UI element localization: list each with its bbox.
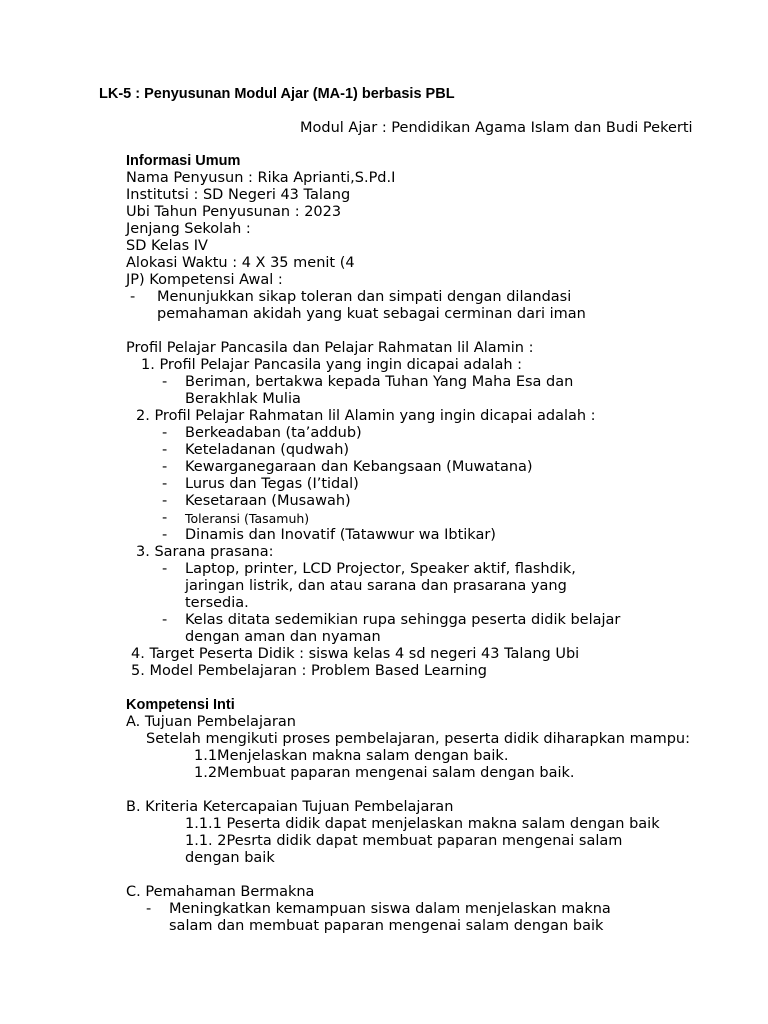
- bullet-dash: -: [146, 901, 152, 917]
- sub-item: dengan aman dan nyaman: [185, 629, 381, 645]
- kriteria-item: 1.1.1 Peserta didik dapat menjelaskan makna salam dengan baik: [185, 816, 660, 832]
- info-line: Institutsi : SD Negeri 43 Talang: [126, 187, 351, 203]
- sub-item: Lurus dan Tegas (I’tidal): [185, 476, 359, 492]
- sub-item: Toleransi (Tasamuh): [185, 511, 310, 526]
- tujuan-item: 1.1Menjelaskan makna salam dengan baik.: [194, 748, 509, 764]
- kriteria-item: 1.1. 2Pesrta didik dapat membuat paparan mengenai salam: [185, 833, 623, 849]
- bullet-dash: -: [162, 510, 168, 526]
- bullet-dash: -: [162, 493, 168, 509]
- bullet-dash: -: [162, 561, 168, 577]
- list-item: 3. Sarana prasana:: [136, 544, 274, 560]
- sub-item: tersedia.: [185, 595, 249, 611]
- profil-heading: Profil Pelajar Pancasila dan Pelajar Rahmatan lil Alamin :: [126, 340, 534, 356]
- sub-item: Berkeadaban (ta’addub): [185, 425, 362, 441]
- sub-item: Kewarganegaraan dan Kebangsaan (Muwatana): [185, 459, 533, 475]
- section-heading-b: B. Kriteria Ketercapaian Tujuan Pembelajaran: [126, 799, 454, 815]
- info-line: Ubi Tahun Penyusunan : 2023: [126, 204, 342, 220]
- sub-item: Berakhlak Mulia: [185, 391, 301, 407]
- sub-item: Kelas ditata sedemikian rupa sehingga peserta didik belajar: [185, 612, 621, 628]
- bullet-dash: -: [162, 425, 168, 441]
- kompetensi-awal-line: pemahaman akidah yang kuat sebagai cerminan dari iman: [157, 306, 586, 322]
- ki-heading: Kompetensi Inti: [126, 697, 235, 713]
- sub-item: Laptop, printer, LCD Projector, Speaker aktif, flashdik,: [185, 561, 576, 577]
- bullet-dash: -: [130, 289, 136, 305]
- list-item: 5. Model Pembelajaran : Problem Based Learning: [131, 663, 487, 679]
- bullet-dash: -: [162, 476, 168, 492]
- tujuan-intro: Setelah mengikuti proses pembelajaran, peserta didik diharapkan mampu:: [146, 731, 691, 747]
- document-title: LK-5 : Penyusunan Modul Ajar (MA-1) berbasis PBL: [99, 86, 455, 102]
- tujuan-item: 1.2Membuat paparan mengenai salam dengan baik.: [194, 765, 575, 781]
- sub-item: jaringan listrik, dan atau sarana dan prasarana yang: [185, 578, 567, 594]
- sub-item: Beriman, bertakwa kepada Tuhan Yang Maha Esa dan: [185, 374, 574, 390]
- section-heading-a: A. Tujuan Pembelajaran: [126, 714, 296, 730]
- info-line: Jenjang Sekolah :: [126, 221, 251, 237]
- bullet-dash: -: [162, 612, 168, 628]
- list-item: 2. Profil Pelajar Rahmatan lil Alamin yang ingin dicapai adalah :: [136, 408, 596, 424]
- bullet-dash: -: [162, 459, 168, 475]
- kompetensi-awal-line: Menunjukkan sikap toleran dan simpati dengan dilandasi: [157, 289, 572, 305]
- pemahaman-item: Meningkatkan kemampuan siswa dalam menjelaskan makna: [169, 901, 611, 917]
- document-subtitle: Modul Ajar : Pendidikan Agama Islam dan Budi Pekerti: [300, 120, 693, 136]
- list-item: 4. Target Peserta Didik : siswa kelas 4 sd negeri 43 Talang Ubi: [131, 646, 580, 662]
- sub-item: Dinamis dan Inovatif (Tatawwur wa Ibtikar): [185, 527, 496, 543]
- sub-item: Keteladanan (qudwah): [185, 442, 350, 458]
- bullet-dash: -: [162, 527, 168, 543]
- sub-item: Kesetaraan (Musawah): [185, 493, 351, 509]
- info-heading: Informasi Umum: [126, 153, 241, 169]
- info-line: SD Kelas IV: [126, 238, 208, 254]
- section-heading-c: C. Pemahaman Bermakna: [126, 884, 315, 900]
- info-line: Nama Penyusun : Rika Aprianti,S.Pd.I: [126, 170, 396, 186]
- bullet-dash: -: [162, 374, 168, 390]
- bullet-dash: -: [162, 442, 168, 458]
- list-item: 1. Profil Pelajar Pancasila yang ingin dicapai adalah :: [141, 357, 523, 373]
- info-line: Alokasi Waktu : 4 X 35 menit (4: [126, 255, 355, 271]
- info-line: JP) Kompetensi Awal :: [126, 272, 283, 288]
- kriteria-item: dengan baik: [185, 850, 275, 866]
- pemahaman-item: salam dan membuat paparan mengenai salam dengan baik: [169, 918, 604, 934]
